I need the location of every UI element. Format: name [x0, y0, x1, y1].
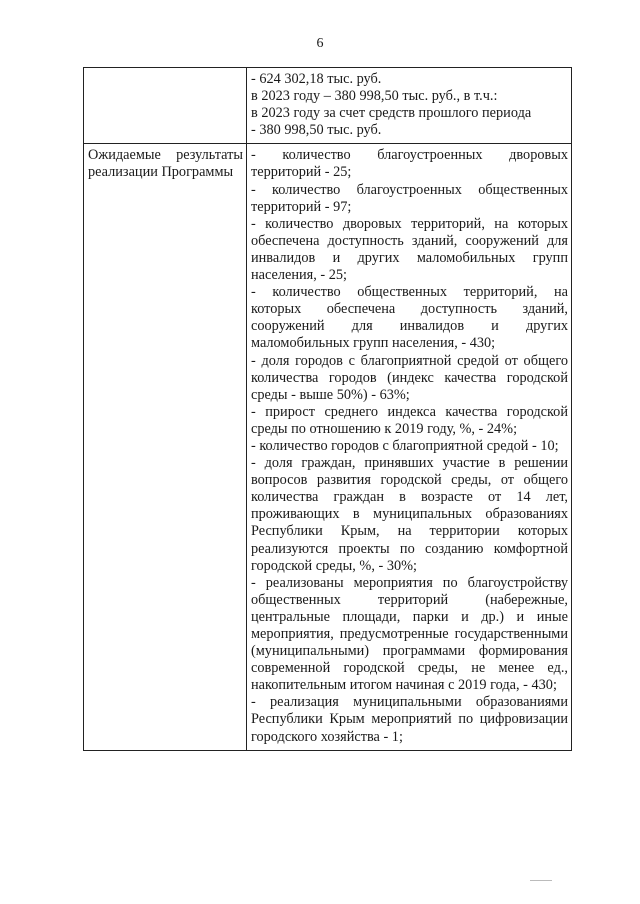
funding-line: - 624 302,18 тыс. руб.	[251, 71, 382, 87]
funding-value-cell	[247, 68, 572, 144]
program-passport-table	[83, 67, 572, 751]
result-item: - прирост среднего индекса качества городской среды по отношению к 2019 году, %, - 24%;	[251, 403, 568, 437]
result-item: - реализация муниципальными образованиями Республики Крым мероприятий по цифровизации городского хозяйства - 1;	[251, 694, 568, 745]
result-item: - количество городов с благоприятной средой - 10;	[251, 437, 559, 454]
expected-results-label: Ожидаемые результаты реализации Программы	[84, 144, 247, 750]
table-row-expected-results	[84, 144, 572, 750]
result-item: - количество дворовых территорий, на которых обеспечена доступность зданий, сооружений для инвалидов и других маломобильных групп населения, - 25;	[251, 215, 568, 284]
expected-results-cell	[247, 144, 572, 750]
result-item: - реализованы мероприятия по благоустройству общественных территорий (набережные, центральные площади, парки и др.) и иные мероприятия, предусмотренные государственными (муниципальными) программами формирования современной городской среды, не менее ед., накопительным итогом начиная с 2019 года, - 430;	[251, 574, 568, 694]
funding-line: в 2023 году за счет средств прошлого периода	[251, 105, 532, 122]
result-item: - доля граждан, принявших участие в решении вопросов развития городской среды, от общего количества граждан в возрасте от 14 лет, проживающих в муниципальных образованиях Республики Крым, на территории которых реализуются проекты по созданию комфортной городской среды, %, - 30%;	[251, 455, 568, 574]
funding-line: в 2023 году – 380 998,50 тыс. руб., в т.ч.:	[251, 88, 498, 105]
funding-line: - 380 998,50 тыс. руб.	[251, 122, 382, 139]
funding-label-cell	[84, 68, 247, 144]
result-item: - количество благоустроенных дворовых территорий - 25;	[251, 147, 568, 181]
result-item: - доля городов с благоприятной средой от общего количества городов (индекс качества городской среды - выше 50%) - 63%;	[251, 352, 568, 403]
result-item: - количество благоустроенных общественных территорий - 97;	[251, 181, 568, 215]
page-number: 6	[316, 36, 324, 51]
result-item: - количество общественных территорий, на которых обеспечена доступность зданий, сооружений для инвалидов и других маломобильных групп населения, - 430;	[251, 284, 568, 352]
scan-artifact	[530, 880, 552, 881]
table-row-funding	[84, 68, 572, 144]
